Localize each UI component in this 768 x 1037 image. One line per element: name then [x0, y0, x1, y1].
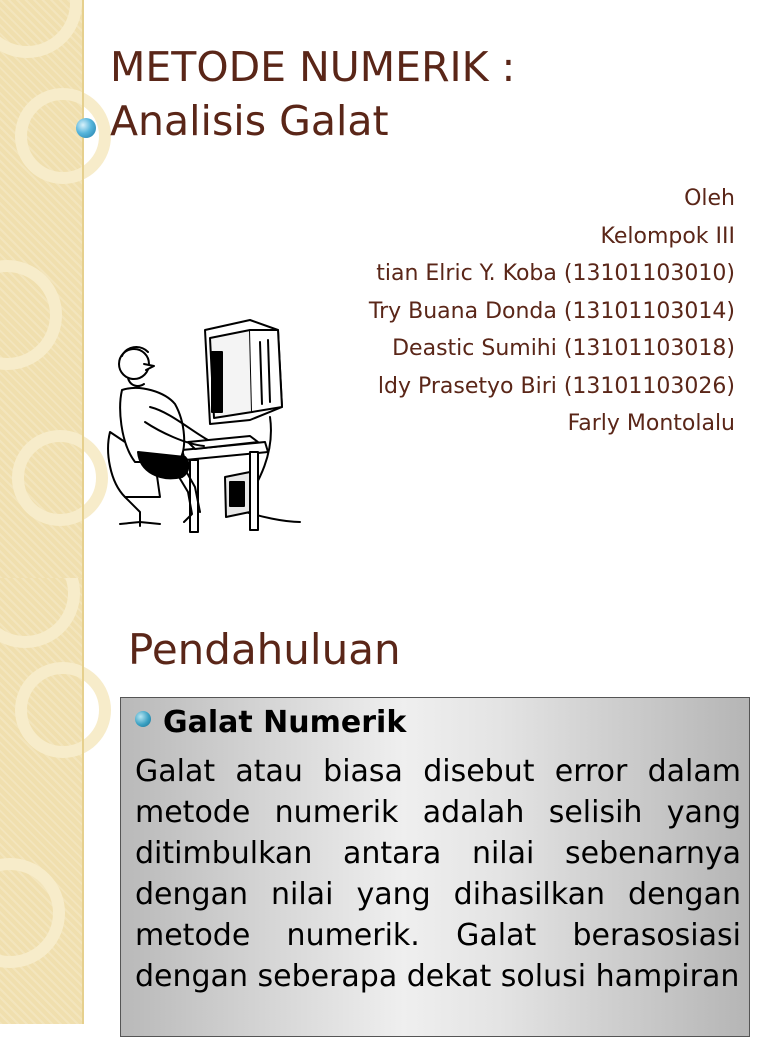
- sidebar-edge: [82, 578, 84, 1024]
- sidebar-edge: [82, 0, 84, 578]
- decorative-ring: [15, 88, 111, 184]
- title-line-2: Analisis Galat: [110, 97, 389, 145]
- title-line-1: METODE NUMERIK :: [110, 43, 516, 91]
- author-line: Kelompok III: [600, 223, 735, 249]
- author-list: [369, 180, 735, 443]
- author-line: Deastic Sumihi (13101103018): [392, 336, 735, 361]
- decorative-sidebar: [0, 0, 84, 578]
- author-line: ldy Prasetyo Biri (13101103026): [377, 373, 735, 399]
- author-line: tian Elric Y. Koba (13101103010): [376, 261, 735, 286]
- decorative-sidebar: [0, 578, 84, 1024]
- decorative-ring: [15, 662, 111, 758]
- slide-title: Pendahuluan: [128, 625, 401, 674]
- slide-title: [110, 40, 515, 148]
- decorative-ball-icon: [76, 118, 96, 138]
- decorative-ring: [0, 260, 62, 370]
- author-line: Farly Montolalu: [567, 411, 735, 436]
- decorative-ring: [0, 858, 65, 968]
- body-text: Galat atau biasa disebut error dalam metode numerik adalah selisih yang ditimbulkan antara nilai sebenarnya dengan nilai yang dihasilkan dengan metode numerik. Galat berasosiasi dengan seberapa dekat solusi hampiran: [135, 754, 741, 994]
- author-line: Oleh: [684, 186, 735, 211]
- bullet-icon: [135, 711, 151, 727]
- decorative-ring: [0, 0, 82, 58]
- person-at-computer-clipart-icon: [100, 312, 305, 537]
- bullet-heading: Galat Numerik: [163, 705, 407, 740]
- decorative-ring: [12, 430, 108, 526]
- decorative-ring: [0, 578, 80, 648]
- author-line: Try Buana Donda (13101103014): [368, 298, 735, 324]
